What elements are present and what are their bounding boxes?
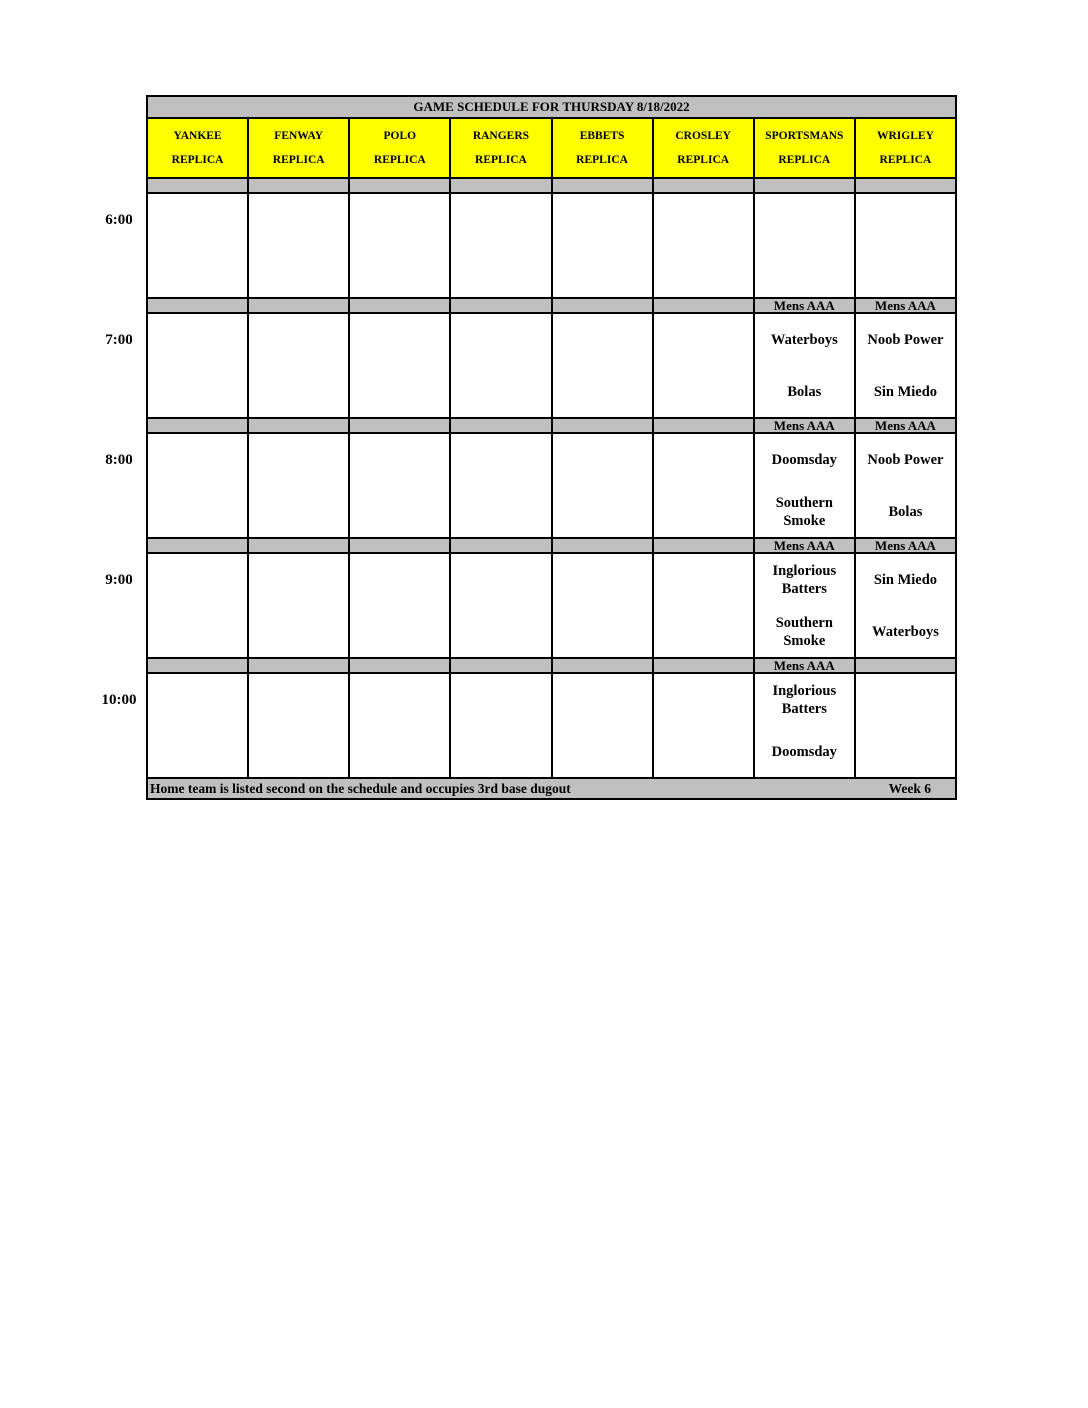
division-label: Mens AAA (855, 418, 956, 433)
away-team: Noob Power (867, 451, 944, 468)
time-label: 6:00 (105, 212, 133, 228)
time-slot-row (147, 553, 956, 658)
field-name: WRIGLEY (877, 130, 934, 142)
team-gap (755, 359, 854, 373)
away-team: Noob Power (867, 331, 944, 348)
field-subtitle: REPLICA (879, 154, 932, 166)
game-cell (147, 313, 248, 418)
game-cell (147, 673, 248, 778)
home-team: Bolas (787, 383, 822, 400)
division-label (147, 298, 248, 313)
division-label (349, 538, 450, 553)
game-cell (552, 313, 653, 418)
away-team: Inglorious Batters (772, 682, 837, 717)
division-label (653, 658, 754, 673)
game-cell (248, 313, 349, 418)
time-label: 7:00 (105, 332, 133, 348)
game-cell (349, 553, 450, 658)
game-cell (653, 193, 754, 298)
game-cell (754, 553, 855, 658)
game-cell (754, 313, 855, 418)
time-label: 9:00 (105, 572, 133, 588)
field-header-yankee (147, 118, 248, 178)
division-label (349, 298, 450, 313)
division-label (552, 658, 653, 673)
division-label (653, 538, 754, 553)
field-header-row (147, 118, 956, 178)
division-row (147, 178, 956, 193)
division-label (552, 418, 653, 433)
division-label (653, 418, 754, 433)
game-cell (349, 313, 450, 418)
field-name: FENWAY (274, 130, 324, 142)
schedule-title: GAME SCHEDULE FOR THURSDAY 8/18/2022 (147, 96, 956, 118)
division-label (248, 178, 349, 193)
game-cell (248, 193, 349, 298)
division-label (450, 538, 551, 553)
division-label: Mens AAA (754, 538, 855, 553)
division-label (450, 178, 551, 193)
game-cell (855, 313, 956, 418)
game-cell (147, 193, 248, 298)
field-name: POLO (383, 130, 417, 142)
game-cell (248, 673, 349, 778)
division-row (147, 658, 956, 673)
field-subtitle: REPLICA (373, 154, 426, 166)
game-cell (855, 553, 956, 658)
game-cell (450, 313, 551, 418)
team-gap (755, 479, 854, 493)
game-cell (653, 553, 754, 658)
division-label (450, 298, 551, 313)
division-label (248, 658, 349, 673)
game-cell (552, 553, 653, 658)
division-label (349, 658, 450, 673)
team-gap (856, 479, 955, 493)
field-subtitle: REPLICA (171, 154, 224, 166)
field-header-sportsmans (754, 118, 855, 178)
division-label (552, 298, 653, 313)
away-team: Inglorious Batters (772, 562, 837, 597)
team-gap (856, 599, 955, 613)
game-cell (248, 433, 349, 538)
field-subtitle: REPLICA (778, 154, 831, 166)
division-row (147, 298, 956, 313)
field-name: RANGERS (472, 130, 530, 142)
field-name: EBBETS (579, 130, 625, 142)
division-label (349, 178, 450, 193)
home-team: Bolas (888, 503, 923, 520)
time-label: 10:00 (101, 692, 137, 708)
division-label (653, 298, 754, 313)
game-cell (349, 433, 450, 538)
game-cell (855, 193, 956, 298)
home-team: Sin Miedo (873, 383, 938, 400)
field-subtitle: REPLICA (272, 154, 325, 166)
division-label (147, 538, 248, 553)
time-slot-row (147, 673, 956, 778)
game-cell (450, 553, 551, 658)
division-label (653, 178, 754, 193)
division-label (147, 418, 248, 433)
division-label (552, 538, 653, 553)
game-cell (147, 553, 248, 658)
game-cell (450, 673, 551, 778)
game-cell (349, 193, 450, 298)
game-cell (552, 673, 653, 778)
field-header-polo (349, 118, 450, 178)
division-label: Mens AAA (855, 538, 956, 553)
game-cell (450, 193, 551, 298)
field-name: CROSLEY (675, 130, 731, 142)
home-team: Southern Smoke (775, 494, 833, 529)
away-team: Sin Miedo (873, 571, 938, 588)
division-label: Mens AAA (754, 418, 855, 433)
division-label (450, 658, 551, 673)
division-label (855, 658, 956, 673)
division-row (147, 418, 956, 433)
time-label: 8:00 (105, 452, 133, 468)
home-team-note: Home team is listed second on the schedule and occupies 3rd base dugout (150, 781, 571, 796)
field-subtitle: REPLICA (677, 154, 730, 166)
game-cell (754, 193, 855, 298)
game-cell (855, 433, 956, 538)
field-subtitle: REPLICA (475, 154, 527, 166)
division-label: Mens AAA (855, 298, 956, 313)
division-label (147, 658, 248, 673)
time-slot-row (147, 193, 956, 298)
team-gap (755, 719, 854, 733)
field-header-rangers (450, 118, 551, 178)
division-label (754, 178, 855, 193)
division-label (349, 418, 450, 433)
game-cell (552, 193, 653, 298)
game-cell (754, 433, 855, 538)
footer-cell (147, 778, 956, 799)
field-header-wrigley (855, 118, 956, 178)
division-label: Mens AAA (754, 298, 855, 313)
game-cell (754, 673, 855, 778)
away-team: Waterboys (770, 331, 838, 348)
game-cell (552, 433, 653, 538)
division-label (450, 418, 551, 433)
game-cell (349, 673, 450, 778)
home-team: Waterboys (872, 623, 939, 640)
division-label (248, 298, 349, 313)
division-label: Mens AAA (754, 658, 855, 673)
division-label (147, 178, 248, 193)
field-name: SPORTSMANS (765, 130, 844, 142)
time-slot-row (147, 313, 956, 418)
division-label (552, 178, 653, 193)
game-cell (653, 433, 754, 538)
game-cell (450, 433, 551, 538)
division-label (855, 178, 956, 193)
team-gap (856, 359, 955, 373)
home-team: Doomsday (771, 743, 837, 760)
division-label (248, 538, 349, 553)
field-header-ebbets (552, 118, 653, 178)
game-cell (653, 673, 754, 778)
footer-row (147, 778, 956, 799)
time-slot-row (147, 433, 956, 538)
division-row (147, 538, 956, 553)
home-team: Southern Smoke (775, 614, 833, 649)
game-cell (147, 433, 248, 538)
game-cell (855, 673, 956, 778)
field-header-fenway (248, 118, 349, 178)
week-label: Week 6 (888, 781, 931, 796)
division-label (248, 418, 349, 433)
schedule-table (146, 95, 957, 800)
team-gap (755, 599, 854, 613)
game-cell (248, 553, 349, 658)
away-team: Doomsday (771, 451, 837, 468)
field-name: YANKEE (173, 130, 222, 142)
field-header-crosley (653, 118, 754, 178)
game-cell (653, 313, 754, 418)
field-subtitle: REPLICA (576, 154, 628, 166)
